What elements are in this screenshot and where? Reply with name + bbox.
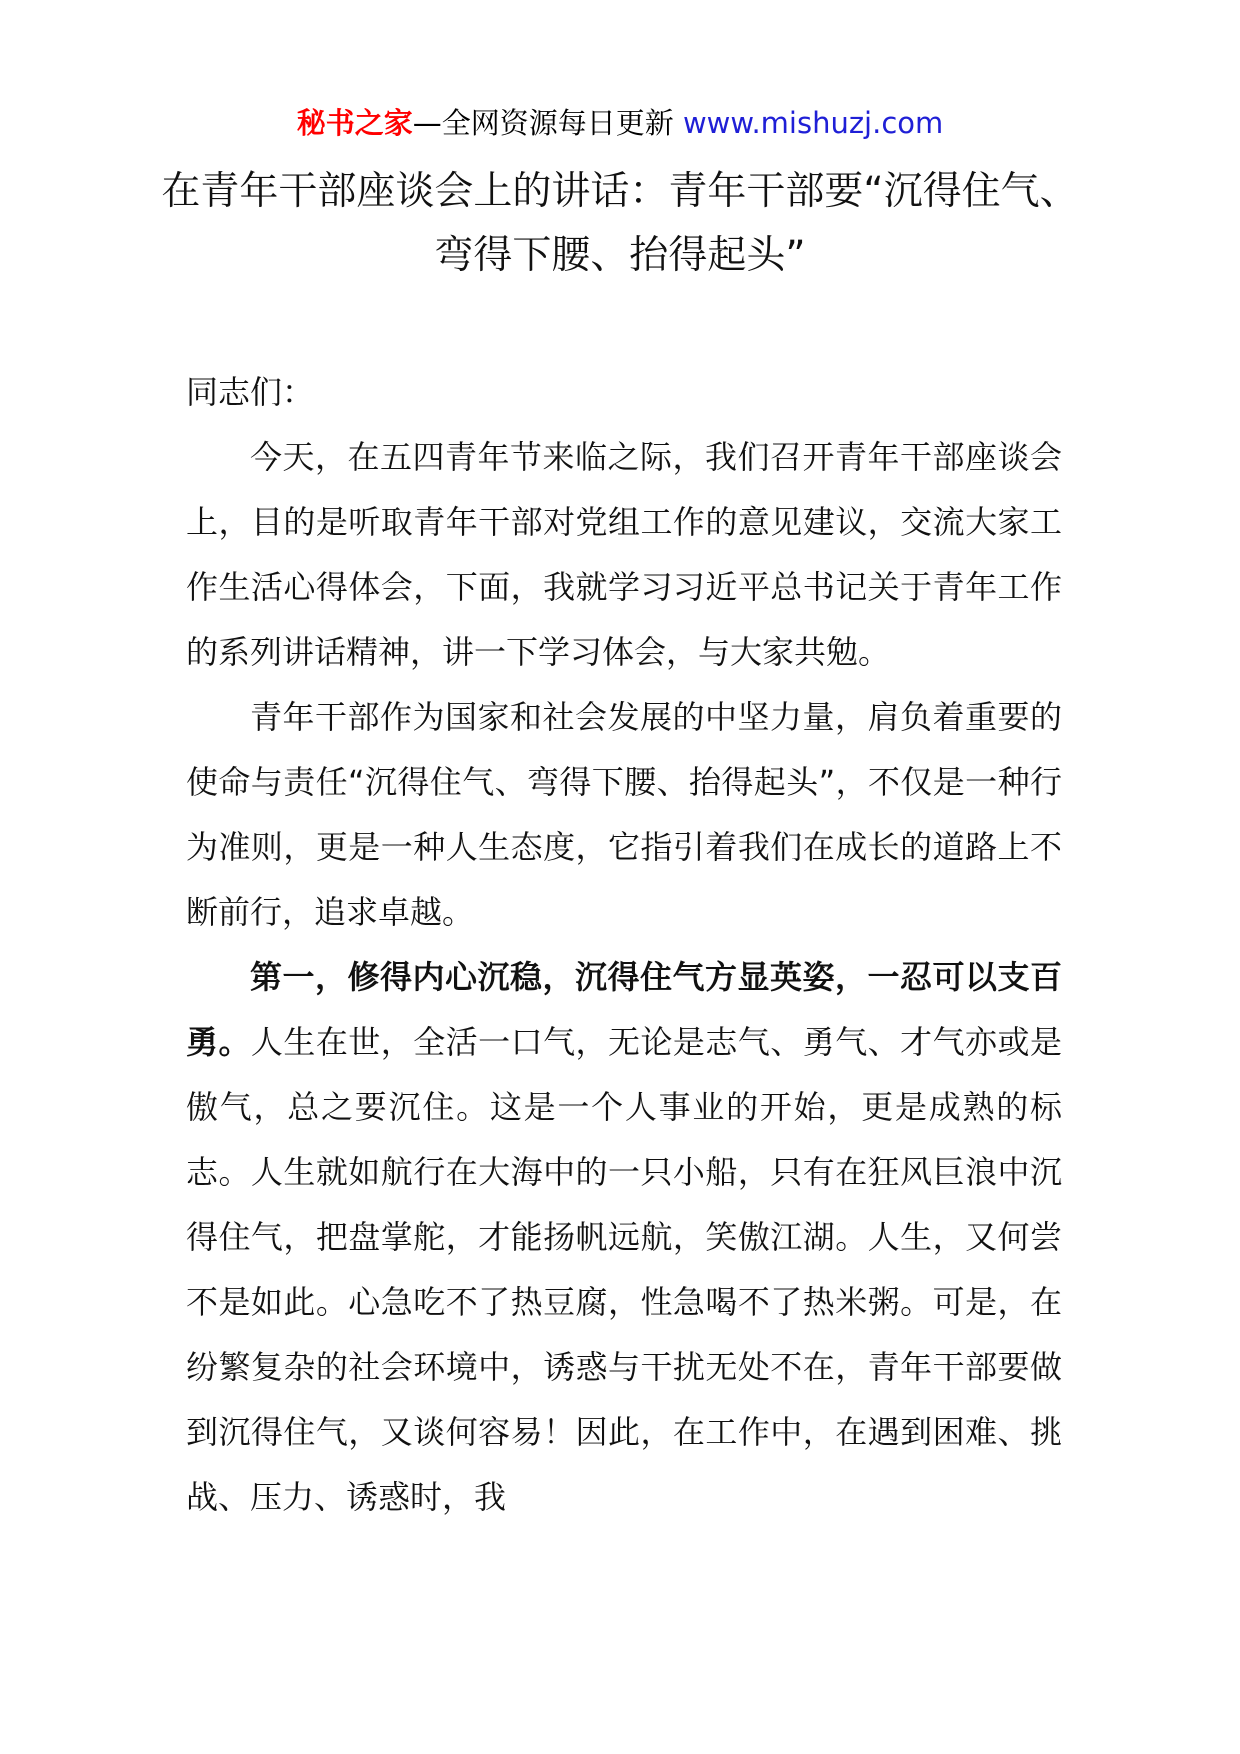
section-1-heading: 第一，修得内心沉稳，沉得住气方显英姿，一忍可以支百勇。	[186, 958, 1062, 1061]
document-body	[186, 360, 1062, 1530]
site-banner	[0, 103, 1240, 143]
paragraph-intro: 今天，在五四青年节来临之际，我们召开青年干部座谈会上，目的是听取青年干部对党组工作的意见建议，交流大家工作生活心得体会，下面，我就学习习近平总书记关于青年工作的系列讲话精神，讲一下学习体会，与大家共勉。	[186, 438, 1062, 671]
paragraph-section-1	[186, 945, 1062, 1530]
paragraph-context: 青年干部作为国家和社会发展的中坚力量，肩负着重要的使命与责任“沉得住气、弯得下腰、抬得起头”，不仅是一种行为准则，更是一种人生态度，它指引着我们在成长的道路上不断前行，追求卓越。	[186, 698, 1062, 931]
site-url-link[interactable]: www.mishuzj.com	[682, 106, 944, 140]
brand-slogan: —全网资源每日更新	[412, 106, 674, 140]
document-title: 在青年干部座谈会上的讲话：青年干部要“沉得住气、弯得下腰、抬得起头”	[161, 169, 1079, 278]
section-1-text: 人生在世，全活一口气，无论是志气、勇气、才气亦或是傲气，总之要沉住。这是一个人事业的开始，更是成熟的标志。人生就如航行在大海中的一只小船，只有在狂风巨浪中沉得住气，把盘掌舵，才能扬帆远航，笑傲江湖。人生，又何尝不是如此。心急吃不了热豆腐，性急喝不了热米粥。可是，在纷繁复杂的社会环境中，诱惑与干扰无处不在，青年干部要做到沉得住气，又谈何容易！因此，在工作中，在遇到困难、挑战、压力、诱惑时，我	[186, 1023, 1062, 1516]
brand-name: 秘书之家	[296, 106, 413, 140]
salutation: 同志们：	[186, 373, 315, 411]
